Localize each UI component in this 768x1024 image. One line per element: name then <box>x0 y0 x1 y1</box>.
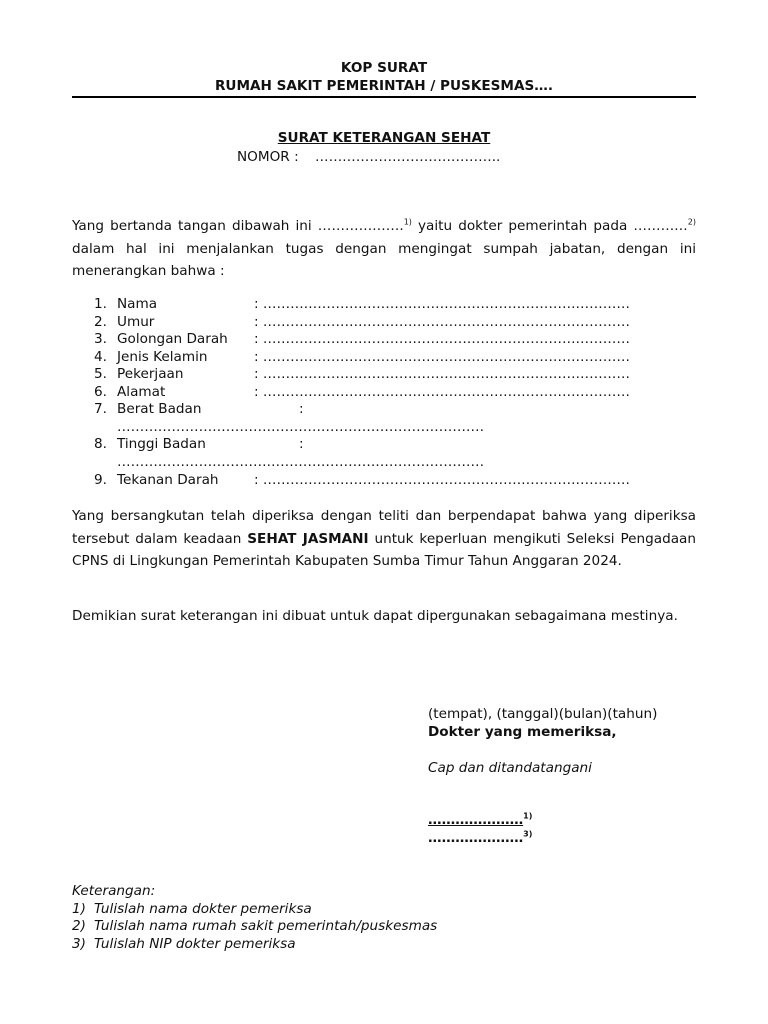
field-number: 2. <box>94 313 107 330</box>
note-number: 3) <box>72 935 86 952</box>
field-number: 9. <box>94 471 107 488</box>
doctor-name-line <box>428 812 532 829</box>
footnote-ref-1: 1) <box>523 811 533 821</box>
place-date: (tempat), (tanggal)(bulan)(tahun) <box>428 706 658 722</box>
field-label: Pekerjaan <box>117 366 184 382</box>
field-label: Tekanan Darah <box>117 471 219 488</box>
field-tinggi-badan-value: ……………………………………………………………………… <box>117 454 485 470</box>
field-value: : ……………………………………………………………………… <box>254 383 630 400</box>
intro-paragraph <box>72 215 696 283</box>
field-value: : ……………………………………………………………………… <box>254 313 630 330</box>
field-label: Tinggi Badan <box>117 436 206 452</box>
field-label: Umur <box>117 313 155 330</box>
field-number: 7. <box>94 401 107 417</box>
field-label: Nama <box>117 296 158 312</box>
document-title-block <box>72 130 696 147</box>
field-number: 8. <box>94 436 107 452</box>
health-status: SEHAT JASMANI <box>247 530 369 547</box>
field-colon: : <box>299 401 304 417</box>
nomor-value: ………………………………….. <box>314 149 501 165</box>
examination-text-2: untuk keperluan mengikuti Seleksi Pengadaan CPNS di Lingkungan Pemerintah Kabupaten Sumba Timur Tahun Anggaran 2024. <box>72 530 696 569</box>
field-tinggi-badan <box>94 436 304 453</box>
field-value: : ……………………………………………………………………… <box>254 331 630 347</box>
field-tekanan-darah <box>94 472 630 489</box>
note-text: Tulislah NIP dokter pemeriksa <box>94 935 296 952</box>
note-number: 1) <box>72 900 86 917</box>
doctor-name-placeholder: ………………… <box>428 812 524 828</box>
field-number: 1. <box>94 296 107 312</box>
field-value: : ……………………………………………………………………… <box>254 348 630 365</box>
field-golongan-darah <box>94 331 630 348</box>
field-umur <box>94 314 630 331</box>
intro-text-2: yaitu dokter pemerintah pada ………… <box>411 218 688 234</box>
field-colon: : <box>299 436 304 452</box>
examination-paragraph <box>72 505 696 573</box>
intro-text-3: dalam hal ini menjalankan tugas dengan mengingat sumpah jabatan, dengan ini menerangkan bahwa : <box>72 240 696 279</box>
field-label: Alamat <box>117 383 166 400</box>
note-text: Tulislah nama dokter pemeriksa <box>94 900 312 917</box>
field-alamat <box>94 384 630 401</box>
examining-doctor-title: Dokter yang memeriksa, <box>428 724 617 740</box>
document-title: SURAT KETERANGAN SEHAT <box>277 130 491 146</box>
note-item <box>72 901 312 919</box>
nomor-label: NOMOR : <box>237 149 299 165</box>
examination-text-1: Yang bersangkutan telah diperiksa dengan teliti dan berpendapat bahwa yang diperiksa tersebut dalam keadaan <box>72 508 696 547</box>
field-value: : ……………………………………………………………………… <box>254 296 630 312</box>
field-value: : ……………………………………………………………………… <box>254 366 630 382</box>
note-text: Tulislah nama rumah sakit pemerintah/puskesmas <box>94 918 438 934</box>
footnote-ref-2: 2) <box>687 217 696 227</box>
letterhead-title: KOP SURAT <box>340 60 428 76</box>
doctor-nip-placeholder: ………………… <box>428 830 524 846</box>
field-number: 3. <box>94 331 107 347</box>
field-nama <box>94 296 630 313</box>
footnote-ref-1: 1) <box>403 217 412 227</box>
intro-text-1: Yang bertanda tangan dibawah ini ………………. <box>72 218 404 234</box>
notes-heading: Keterangan: <box>72 883 156 899</box>
closing-paragraph: Demikian surat keterangan ini dibuat untuk dapat dipergunakan sebagaimana mestinya. <box>72 608 678 624</box>
field-number: 6. <box>94 383 107 400</box>
field-number: 4. <box>94 348 107 365</box>
note-item <box>72 936 296 954</box>
field-label: Berat Badan <box>117 401 202 417</box>
letterhead-divider <box>72 96 696 98</box>
field-jenis-kelamin <box>94 349 630 366</box>
field-berat-badan <box>94 401 304 418</box>
document-number <box>237 149 500 166</box>
stamp-note: Cap dan ditandatangani <box>428 760 592 776</box>
note-number: 2) <box>72 918 86 934</box>
note-item <box>72 918 437 936</box>
field-value: : ……………………………………………………………………… <box>254 471 630 488</box>
field-label: Golongan Darah <box>117 331 228 347</box>
footnote-ref-3: 3) <box>523 829 533 839</box>
field-berat-badan-value: ……………………………………………………………………… <box>117 419 485 435</box>
field-label: Jenis Kelamin <box>117 348 208 365</box>
field-pekerjaan <box>94 366 630 383</box>
letterhead-institution: RUMAH SAKIT PEMERINTAH / PUSKESMAS…. <box>214 78 554 94</box>
field-number: 5. <box>94 366 107 382</box>
doctor-nip-line <box>428 830 532 847</box>
